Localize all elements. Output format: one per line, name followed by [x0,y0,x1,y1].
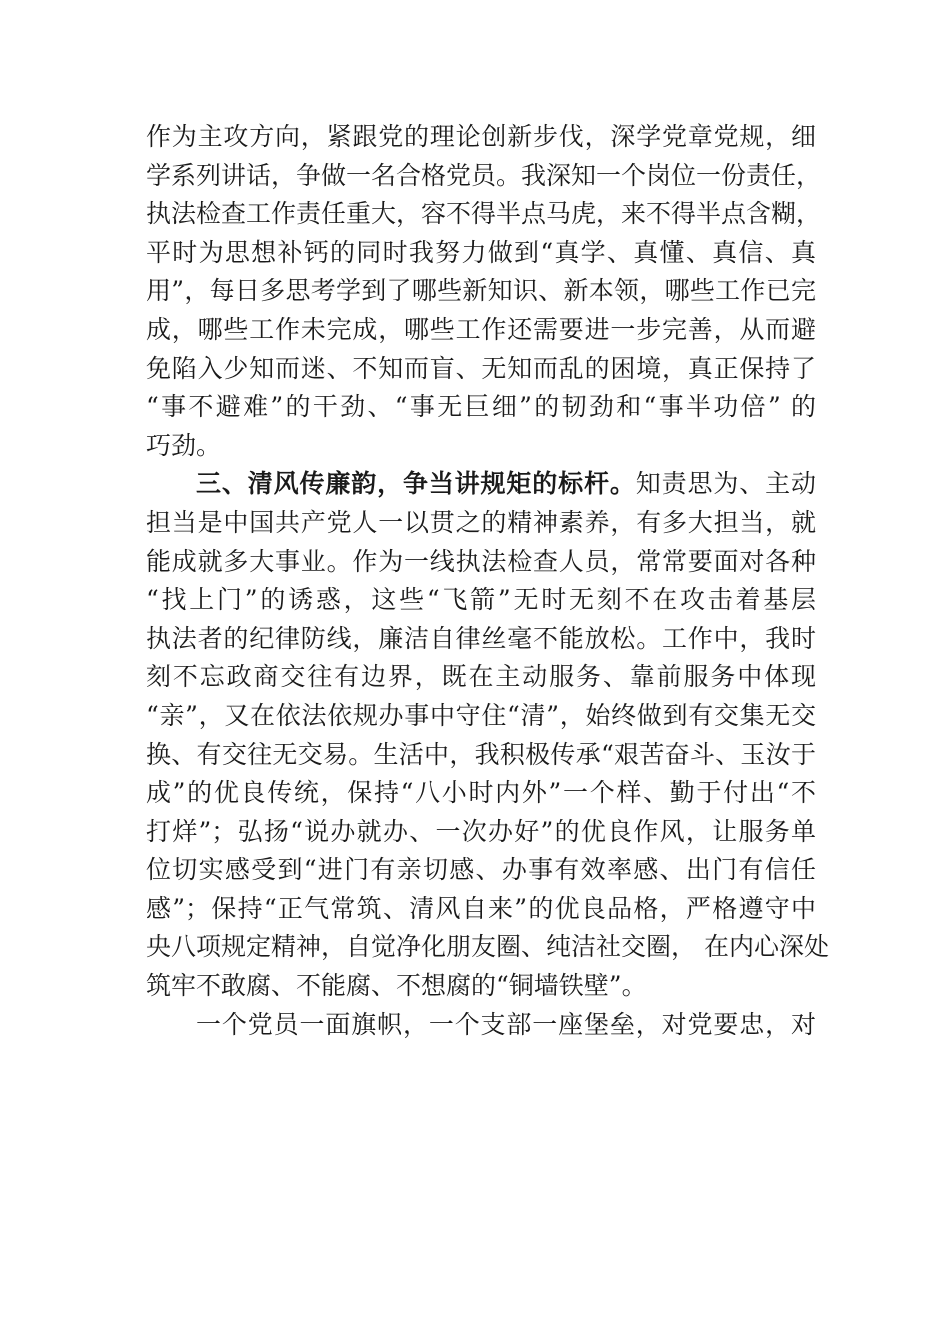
text-line: 平时为思想补钙的同时我努力做到“真学、真懂、真信、真 [146,237,816,267]
text-line: 执法者的纪律防线，廉洁自律丝毫不能放松。工作中，我时 [146,623,816,653]
text-line: 作为主攻方向，紧跟党的理论创新步伐，深学党章党规，细 [146,122,816,151]
text-line: 免陷入少知而迷、不知而盲、无知而乱的困境，真正保持了 [146,353,816,383]
text-line: “亲”，又在依法依规办事中守住“清”，始终做到有交集无交 [146,700,816,730]
paragraph-3 [146,1006,816,1045]
document-body [146,118,829,1044]
text-line: 巧劲。 [146,430,222,460]
text-line: 用”，每日多思考学到了哪些新知识、新本领，哪些工作已完 [146,276,816,306]
text-line: 一个党员一面旗帜，一个支部一座堡垒，对党要忠，对 [196,1009,816,1039]
section-heading: 三、清风传廉韵，争当讲规矩的标杆。 [196,469,636,499]
text-line: 刻不忘政商交往有边界，既在主动服务、靠前服务中体现 [146,662,816,692]
text-line: 成”的优良传统，保持“八小时内外”一个样、勤于付出“不 [146,778,816,808]
paragraph-1 [146,118,822,465]
text-line: “找上门”的诱惑，这些“飞箭”无时无刻不在攻击着基层 [146,585,816,615]
text-line: 感”；保持“正气常筑、清风自来”的优良品格，严格遵守中 [146,893,816,923]
text-line: 能成就多大事业。作为一线执法检查人员，常常要面对各种 [146,546,816,576]
text-line: 筑牢不敢腐、不能腐、不想腐的“铜墙铁壁”。 [146,971,647,1001]
text-line: 担当是中国共产党人一以贯之的精神素养，有多大担当，就 [146,507,816,537]
text-line: 央八项规定精神，自觉净化朋友圈、纯洁社交圈， 在内心深处 [146,932,829,962]
text-line: 打烊”；弘扬“说办就办、一次办好”的优良作风，让服务单 [146,816,816,846]
section-heading-line [146,465,816,504]
text-line: 执法检查工作责任重大，容不得半点马虎，来不得半点含糊， [146,199,822,229]
text-line: 位切实感受到“进门有亲切感、办事有效率感、出门有信任 [146,855,816,885]
paragraph-2 [146,465,829,1005]
text-line: “事不避难”的干劲、“事无巨细”的韧劲和“事半功倍” 的 [146,392,816,422]
text-line: 成，哪些工作未完成，哪些工作还需要进一步完善，从而避 [146,314,816,344]
text-line: 换、有交往无交易。生活中，我积极传承“艰苦奋斗、玉汝于 [146,739,816,769]
text-line: 学系列讲话，争做一名合格党员。我深知一个岗位一份责任， [146,160,822,190]
text-run: 知责思为、主动 [635,469,816,499]
